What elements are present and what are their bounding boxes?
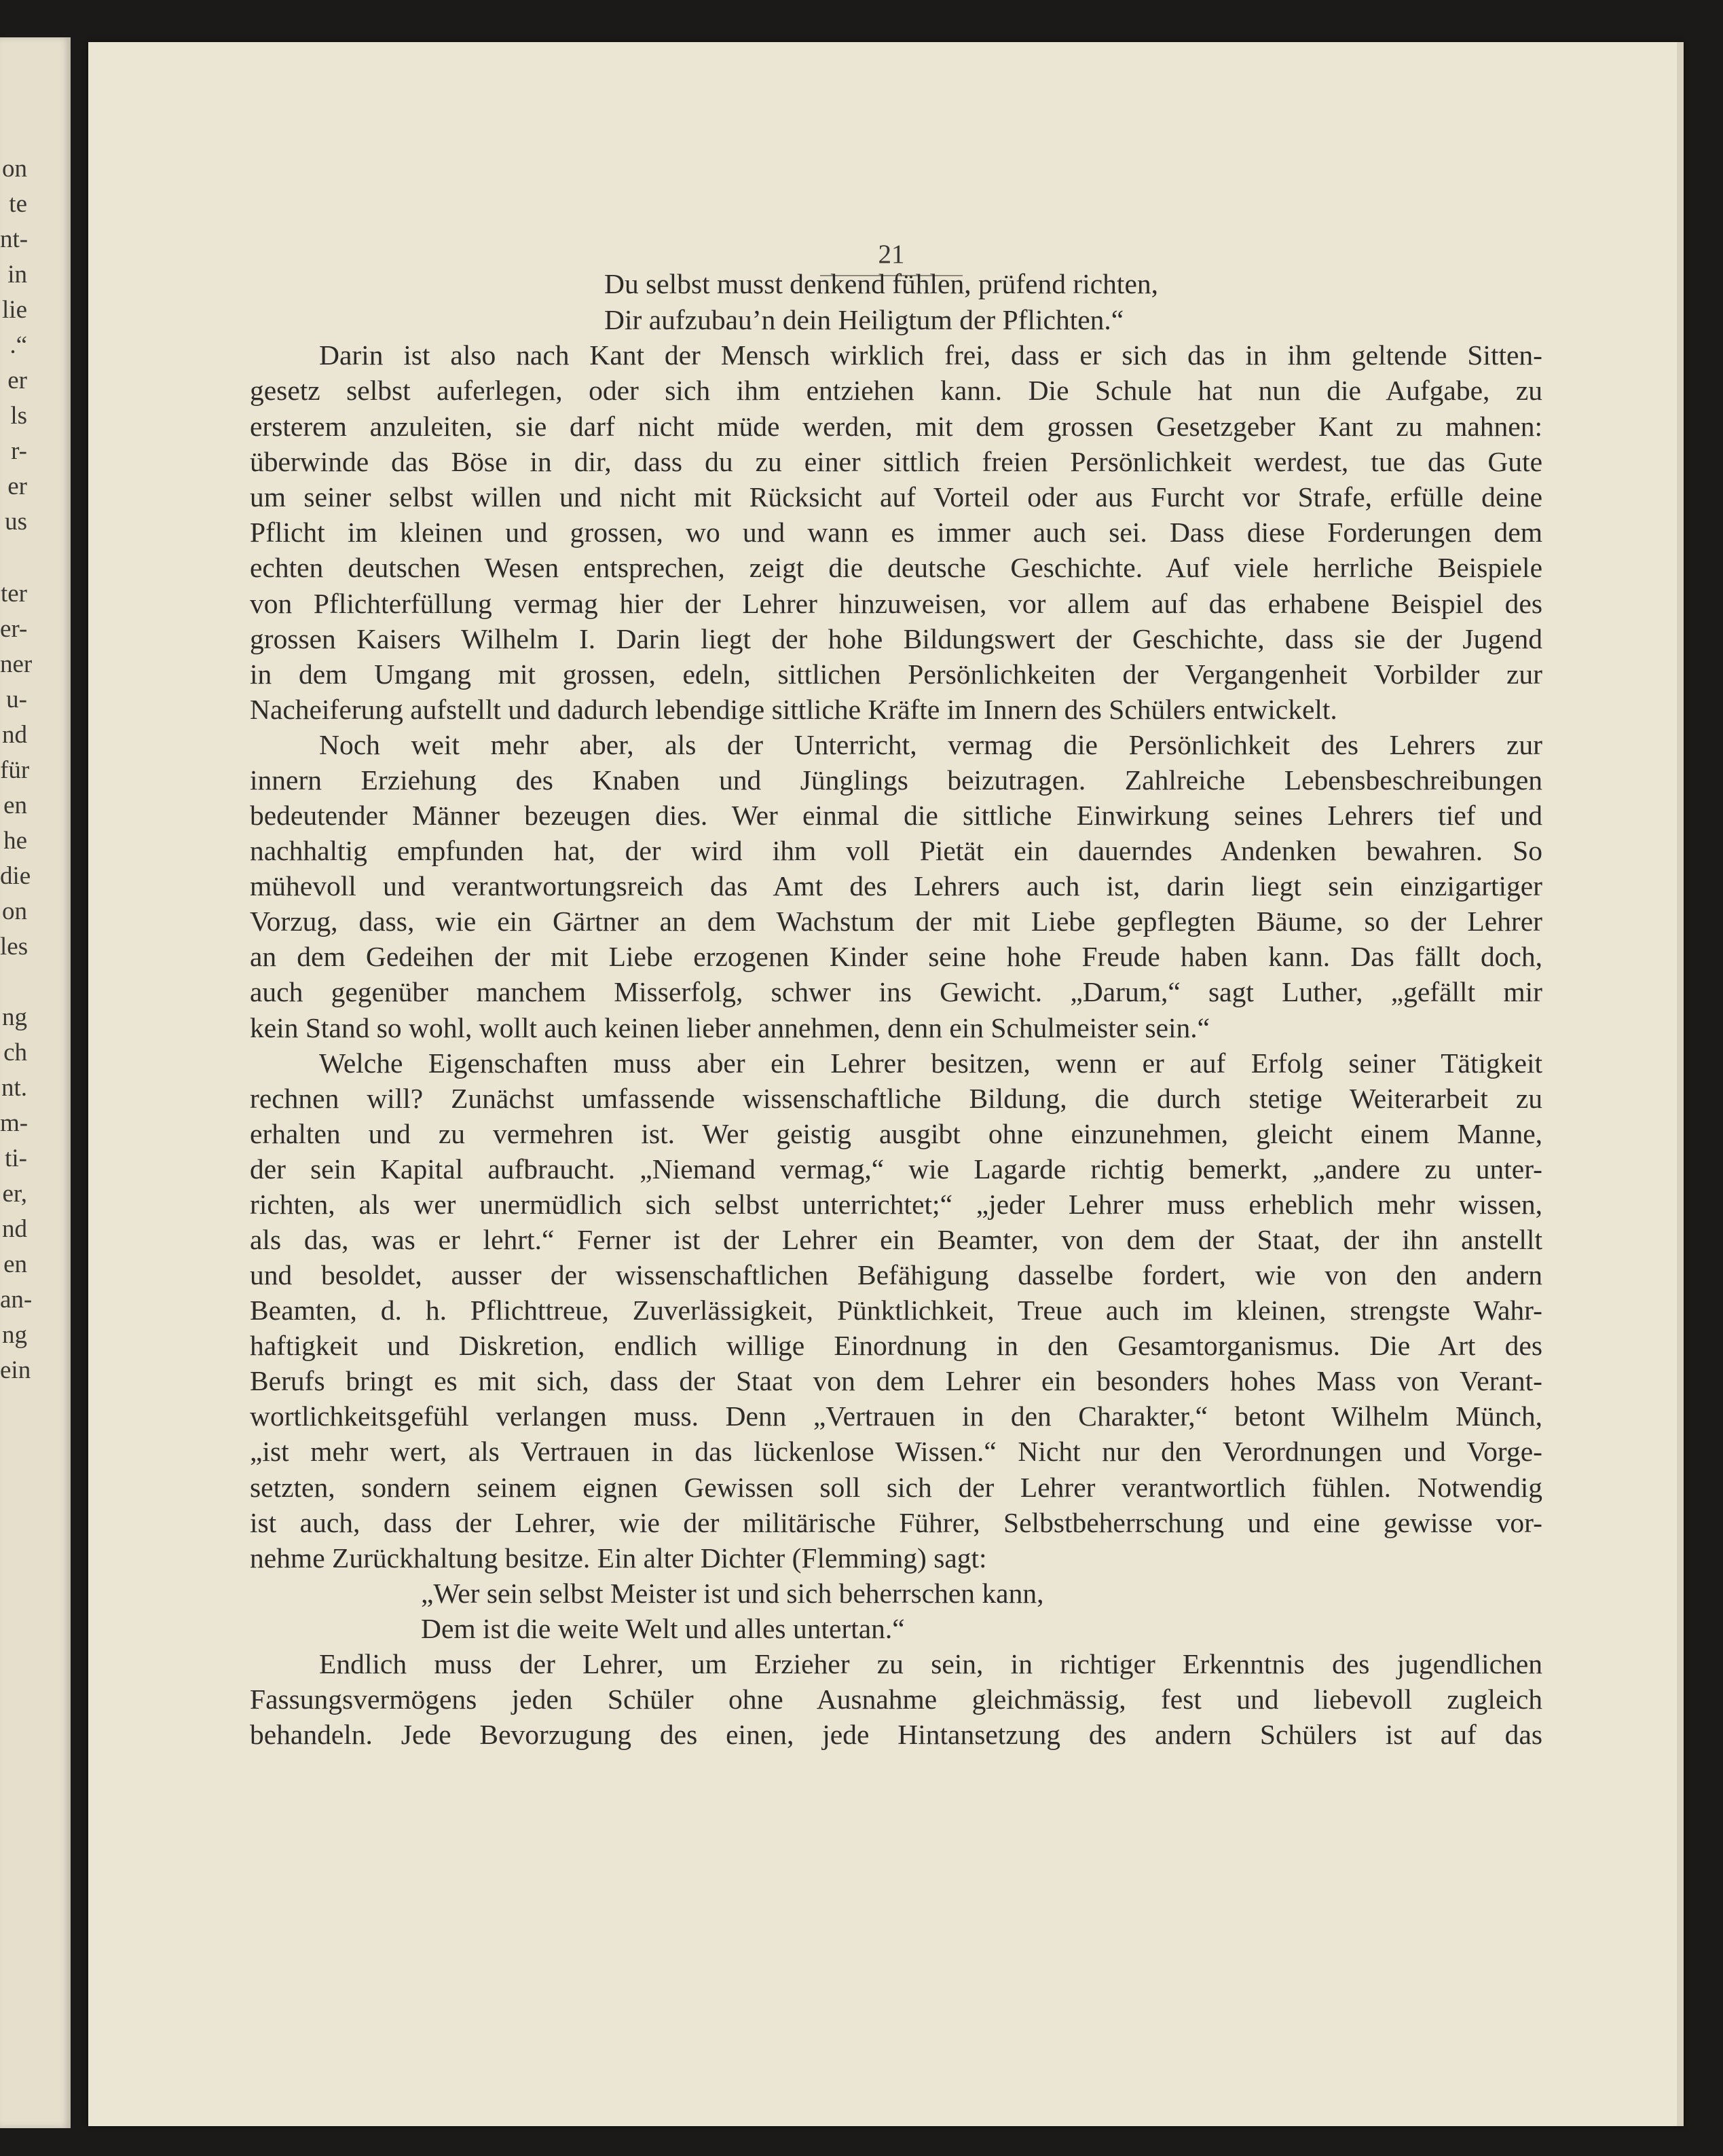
prev-page-fragment: lie: [2, 296, 27, 324]
text-line: behandeln. Jede Bevorzugung des einen, jede Hintansetzung des andern Schülers ist auf das: [250, 1719, 1542, 1750]
prev-page-fragment: nt-: [0, 225, 29, 253]
prev-page-fragment: ter: [0, 580, 27, 608]
prev-page-fragment: ch: [3, 1039, 27, 1066]
text-line: erhalten und zu vermehren ist. Wer geistig ausgibt ohne einzunehmen, gleicht einem Manne,: [250, 1118, 1542, 1149]
text-line: Vorzug, dass, wie ein Gärtner an dem Wachstum der mit Liebe gepflegten Bäume, so der Lehrer: [250, 906, 1542, 937]
prev-page-fragment: ti-: [5, 1145, 27, 1172]
prev-page-fragment: en: [3, 792, 27, 819]
text-line: Du selbst musst denkend fühlen, prüfend richten,: [604, 268, 1158, 299]
prev-page-fragment: er,: [2, 1180, 27, 1208]
book-page: [88, 42, 1684, 2126]
text-line: grossen Kaisers Wilhelm I. Darin liegt der hohe Bildungswert der Geschichte, dass sie der Jugend: [250, 623, 1542, 654]
text-line: Dem ist die weite Welt und alles untertan.“: [421, 1613, 905, 1644]
text-line: rechnen will? Zunächst umfassende wissenschaftliche Bildung, die durch stetige Weiterarbeit zu: [250, 1083, 1542, 1114]
text-line: in dem Umgang mit grossen, edeln, sittlichen Persönlichkeiten der Vergangenheit Vorbilder zur: [250, 658, 1542, 690]
text-line: überwinde das Böse in dir, dass du zu einer sittlich freien Persönlichkeit werdest, tue das Gute: [250, 446, 1542, 477]
text-line: nachhaltig empfunden hat, der wird ihm voll Pietät ein dauerndes Andenken bewahren. So: [250, 835, 1542, 866]
prev-page-fragment: ng: [2, 1003, 27, 1031]
text-line: an dem Gedeihen der mit Liebe erzogenen Kinder seine hohe Freude haben kann. Das fällt doch,: [250, 941, 1542, 972]
prev-page-fragment: he: [3, 827, 27, 855]
prev-page-fragment: nt.: [1, 1074, 27, 1102]
prev-page-fragment: m-: [0, 1109, 29, 1137]
text-line: „ist mehr wert, als Vertrauen in das lückenlose Wissen.“ Nicht nur den Verordnungen und Vorge-: [250, 1436, 1542, 1467]
text-line: Dir aufzubau’n dein Heiligtum der Pflichten.“: [604, 304, 1124, 335]
text-line: ersterem anzuleiten, sie darf nicht müde werden, mit dem grossen Gesetzgeber Kant zu mahnen:: [250, 411, 1542, 442]
text-line: Endlich muss der Lehrer, um Erzieher zu sein, in richtiger Erkenntnis des jugendlichen: [319, 1648, 1542, 1679]
text-line: gesetz selbst auferlegen, oder sich ihm entziehen kann. Die Schule hat nun die Aufgabe, zu: [250, 375, 1542, 406]
prev-page-fragment: en: [3, 1250, 27, 1278]
prev-page-fragment: on: [2, 155, 27, 183]
text-line: Pflicht im kleinen und grossen, wo und wann es immer auch sei. Dass diese Forderungen dem: [250, 517, 1542, 548]
text-line: um seiner selbst willen und nicht mit Rücksicht auf Vorteil oder aus Furcht vor Strafe, erfülle deine: [250, 481, 1542, 513]
text-line: Noch weit mehr aber, als der Unterricht, vermag die Persönlichkeit des Lehrers zur: [319, 729, 1542, 760]
text-line: setzten, sondern seinem eignen Gewissen soll sich der Lehrer verantwortlich fühlen. Notwendig: [250, 1472, 1542, 1503]
prev-page-fragment: r-: [11, 437, 27, 465]
text-line: kein Stand so wohl, wollt auch keinen lieber annehmen, denn ein Schulmeister sein.“: [250, 1012, 1210, 1043]
page-number: 21: [878, 240, 905, 269]
prev-page-fragment: .“: [10, 331, 27, 359]
prev-page-fragment: u-: [6, 686, 27, 713]
prev-page-fragment: nd: [2, 721, 27, 749]
prev-page-fragment: er: [7, 367, 27, 394]
prev-page-fragment: nd: [2, 1215, 27, 1243]
text-line: mühevoll und verantwortungsreich das Amt des Lehrers auch ist, darin liegt sein einzigartiger: [250, 870, 1542, 902]
text-line: von Pflichterfüllung vermag hier der Lehrer hinzuweisen, vor allem auf das erhabene Beispiel des: [250, 588, 1542, 619]
text-line: Fassungsvermögens jeden Schüler ohne Ausnahme gleichmässig, fest und liebevoll zugleich: [250, 1684, 1542, 1715]
text-line: echten deutschen Wesen entsprechen, zeigt die deutsche Geschichte. Auf viele herrliche Beispiele: [250, 552, 1542, 583]
page-edge: [1677, 42, 1684, 2126]
prev-page-fragment: ner: [0, 650, 33, 678]
prev-page-fragment: er: [7, 472, 27, 500]
text-line: Beamten, d. h. Pflichttreue, Zuverlässigkeit, Pünktlichkeit, Treue auch im kleinen, strengste Wahr-: [250, 1295, 1542, 1326]
prev-page-fragment: us: [5, 508, 27, 536]
prev-page-fragment: ls: [10, 402, 27, 430]
previous-page-edge: [0, 37, 71, 2128]
text-line: innern Erziehung des Knaben und Jünglings beizutragen. Zahlreiche Lebensbeschreibungen: [250, 764, 1542, 796]
text-line: Berufs bringt es mit sich, dass der Staat von dem Lehrer ein besonders hohes Mass von Verant-: [250, 1365, 1542, 1396]
text-line: und besoldet, ausser der wissenschaftlichen Befähigung dasselbe fordert, wie von den andern: [250, 1259, 1542, 1290]
prev-page-fragment: ng: [2, 1321, 27, 1349]
text-line: nehme Zurückhaltung besitze. Ein alter Dichter (Flemming) sagt:: [250, 1542, 987, 1574]
text-line: Nacheiferung aufstellt und dadurch lebendige sittliche Kräfte im Innern des Schülers entwickelt.: [250, 694, 1337, 725]
prev-page-fragment: an-: [0, 1286, 33, 1314]
text-line: bedeutender Männer bezeugen dies. Wer einmal die sittliche Einwirkung seines Lehrers tief und: [250, 800, 1542, 831]
prev-page-fragment: die: [0, 862, 31, 890]
text-line: Welche Eigenschaften muss aber ein Lehrer besitzen, wenn er auf Erfolg seiner Tätigkeit: [319, 1047, 1542, 1079]
text-line: wortlichkeitsgefühl verlangen muss. Denn „Vertrauen in den Charakter,“ betont Wilhelm Münch,: [250, 1400, 1542, 1432]
prev-page-fragment: les: [0, 933, 29, 961]
text-line: auch gegenüber manchem Misserfolg, schwer ins Gewicht. „Darum,“ sagt Luther, „gefällt mir: [250, 976, 1542, 1007]
prev-page-fragment: in: [7, 261, 27, 289]
prev-page-fragment: te: [9, 190, 27, 218]
prev-page-fragment: on: [2, 897, 27, 925]
text-line: Darin ist also nach Kant der Mensch wirklich frei, dass er sich das in ihm geltende Sitten-: [319, 339, 1542, 371]
prev-page-fragment: ein: [0, 1356, 31, 1384]
text-line: richten, als wer unermüdlich sich selbst unterrichtet;“ „jeder Lehrer muss erheblich mehr wissen,: [250, 1189, 1542, 1220]
text-line: „Wer sein selbst Meister ist und sich beherrschen kann,: [421, 1578, 1044, 1609]
text-line: ist auch, dass der Lehrer, wie der militärische Führer, Selbstbeherrschung und eine gewisse vor-: [250, 1507, 1542, 1538]
prev-page-fragment: für: [0, 756, 30, 784]
text-line: haftigkeit und Diskretion, endlich willige Einordnung in den Gesamtorganismus. Die Art des: [250, 1330, 1542, 1361]
text-line: als das, was er lehrt.“ Ferner ist der Lehrer ein Beamter, von dem der Staat, der ihn anstellt: [250, 1224, 1542, 1255]
text-line: der sein Kapital aufbraucht. „Niemand vermag,“ wie Lagarde richtig bemerkt, „andere zu unter-: [250, 1153, 1542, 1185]
prev-page-fragment: er-: [0, 615, 28, 643]
